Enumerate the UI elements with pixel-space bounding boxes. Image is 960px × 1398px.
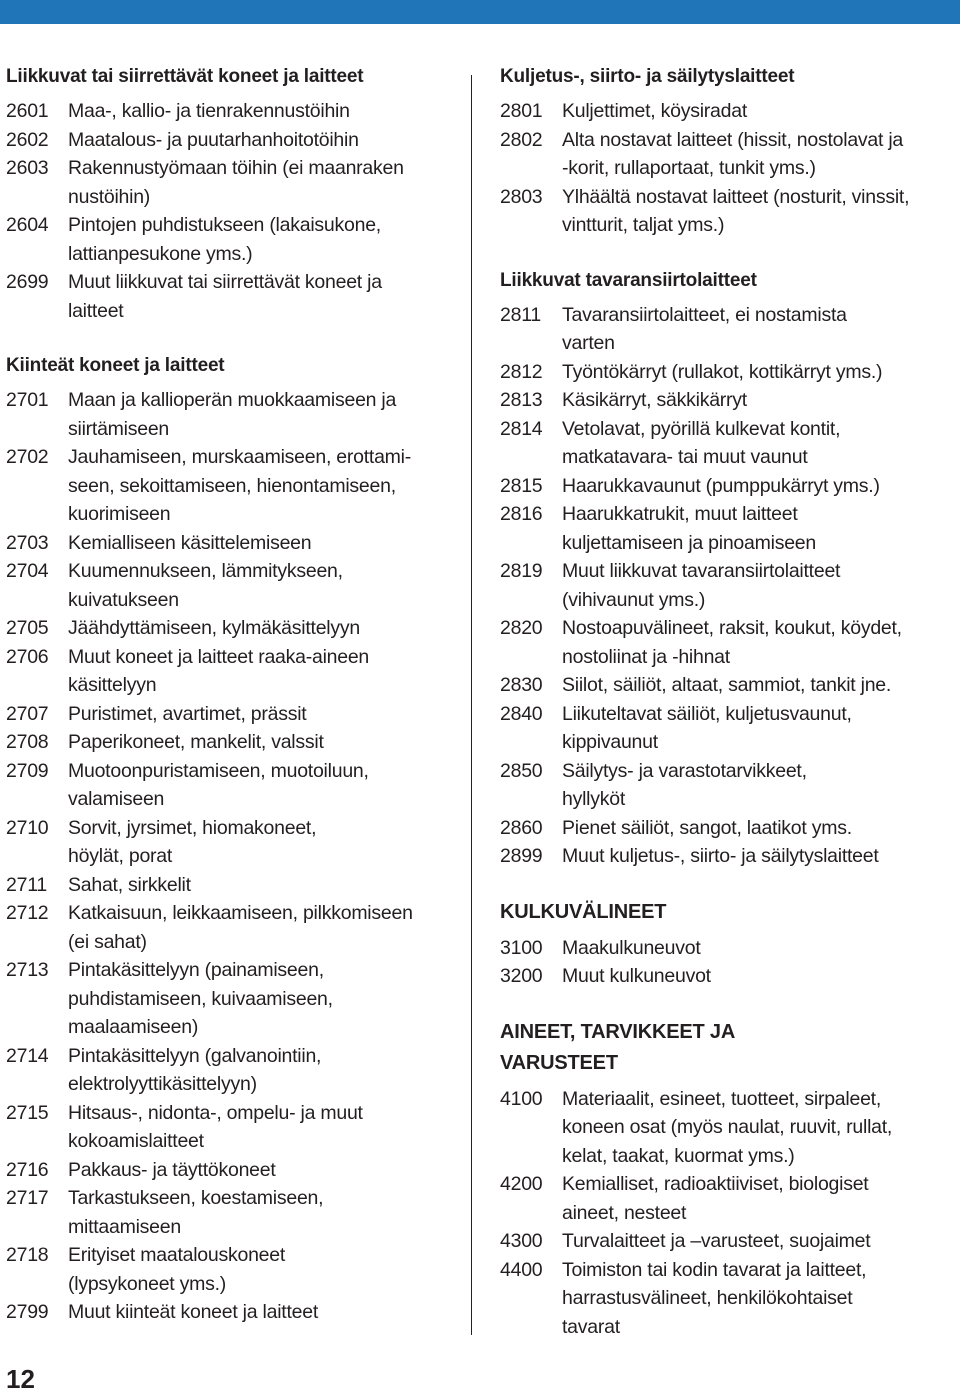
code-row-2601 (6, 97, 456, 126)
section-gap (6, 325, 456, 351)
code-number: 2708 (6, 731, 49, 753)
code-description: Maatalous- ja puutarhanhoitotöihin (68, 128, 359, 151)
code-row-2815 (500, 472, 952, 501)
code-number: 4300 (500, 1230, 543, 1252)
code-row-2702 (6, 443, 456, 529)
code-description: Pintakäsittelyyn (painamiseen, puhdistamiseen, kuivaamiseen, maalaamiseen) (68, 959, 333, 1038)
code-number: 2860 (500, 816, 543, 839)
left-column (6, 62, 456, 1327)
code-number: 2801 (500, 100, 543, 122)
code-row-2813 (500, 386, 952, 415)
code-number: 2718 (6, 1244, 49, 1266)
code-number: 2707 (6, 702, 49, 725)
code-row-2840 (500, 700, 952, 757)
code-row-4300 (500, 1227, 952, 1256)
code-number: 2713 (6, 959, 49, 981)
section-heading: Kiinteät koneet ja laitteet (6, 355, 225, 376)
code-description: Muotoonpuristamiseen, muotoiluun, valamiseen (68, 759, 369, 810)
code-description: Sahat, sirkkelit (68, 873, 191, 896)
section-liikkuvat-tai-siirrettävät-koneet-ja-lai (6, 62, 456, 325)
code-description: Materiaalit, esineet, tuotteet, sirpaleet, koneen osat (myös naulat, ruuvit, rullat, kelat, taakat, kuormat yms.) (562, 1087, 893, 1167)
code-description: Pakkaus- ja täyttökoneet (68, 1158, 276, 1181)
code-description: Maan ja kallioperän muokkaamiseen ja siirtämiseen (68, 389, 397, 440)
code-number: 2712 (6, 902, 49, 924)
code-number: 2899 (500, 845, 543, 867)
code-row-2812 (500, 358, 952, 387)
section-gap (500, 871, 952, 897)
code-number: 3200 (500, 965, 543, 987)
code-description: Hitsaus-, nidonta-, ompelu- ja muut kokoamislaitteet (68, 1101, 363, 1152)
code-row-2709 (6, 757, 456, 814)
code-number: 2711 (6, 873, 47, 896)
code-row-2899 (500, 842, 952, 871)
code-row-2718 (6, 1241, 456, 1298)
code-row-3100 (500, 934, 952, 963)
section-heading: KULKUVÄLINEET (500, 900, 667, 923)
code-description: Haarukkatrukit, muut laitteet kuljettamiseen ja pinoamiseen (562, 503, 816, 554)
code-row-2830 (500, 671, 952, 700)
code-row-4100 (500, 1085, 952, 1171)
code-number: 2819 (500, 560, 543, 582)
code-number: 2604 (6, 214, 49, 236)
code-description: Paperikoneet, mankelit, valssit (68, 731, 324, 753)
code-row-2860 (500, 814, 952, 843)
code-number: 2709 (6, 759, 49, 782)
code-row-4200 (500, 1170, 952, 1227)
page-number: 12 (6, 1364, 35, 1394)
code-row-2713 (6, 956, 456, 1042)
code-description: Tarkastukseen, koestamiseen, mittaamiseen (68, 1187, 324, 1238)
code-row-4400 (500, 1256, 952, 1342)
code-description: Katkaisuun, leikkaamiseen, pilkkomiseen (ei sahat) (68, 902, 413, 953)
code-row-2602 (6, 126, 456, 155)
code-description: Muut liikkuvat tavaransiirtolaitteet (vihivaunut yms.) (562, 560, 841, 611)
code-description: Maa-, kallio- ja tienrakennustöihin (68, 100, 350, 122)
code-row-2707 (6, 700, 456, 729)
code-row-2819 (500, 557, 952, 614)
code-row-2715 (6, 1099, 456, 1156)
code-description: Toimiston tai kodin tavarat ja laitteet, harrastusvälineet, henkilökohtaiset tavarat (562, 1258, 867, 1338)
code-number: 2812 (500, 360, 543, 383)
code-description: Muut kuljetus-, siirto- ja säilytyslaitteet (562, 845, 879, 867)
code-number: 2813 (500, 389, 543, 411)
code-description: Erityiset maatalouskoneet (lypsykoneet yms.) (68, 1244, 286, 1295)
code-row-2816 (500, 500, 952, 557)
code-row-2708 (6, 728, 456, 757)
code-row-2711 (6, 871, 456, 900)
section-heading: AINEET, TARVIKKEET JA VARUSTEET (500, 1020, 736, 1074)
code-row-2814 (500, 415, 952, 472)
code-description: Käsikärryt, säkkikärryt (562, 389, 747, 411)
code-number: 2802 (500, 128, 543, 151)
code-row-2714 (6, 1042, 456, 1099)
code-description: Pintojen puhdistukseen (lakaisukone, lattianpesukone yms.) (68, 214, 381, 265)
top-color-band (0, 0, 960, 24)
code-description: Vetolavat, pyörillä kulkevat kontit, matkatavara- tai muut vaunut (562, 417, 841, 468)
code-row-2801 (500, 97, 952, 126)
code-description: Muut kiinteät koneet ja laitteet (68, 1301, 318, 1323)
code-description: Muut liikkuvat tai siirrettävät koneet ja laitteet (68, 271, 382, 322)
code-row-2811 (500, 301, 952, 358)
code-row-3200 (500, 962, 952, 991)
code-description: Säilytys- ja varastotarvikkeet, hyllyköt (562, 759, 807, 810)
code-number: 2815 (500, 474, 543, 497)
code-number: 2816 (500, 503, 543, 525)
code-number: 2706 (6, 645, 49, 668)
code-row-2704 (6, 557, 456, 614)
code-number: 4400 (500, 1258, 543, 1281)
code-row-2716 (6, 1156, 456, 1185)
code-number: 2814 (500, 417, 543, 440)
code-description: Kemialliseen käsittelemiseen (68, 531, 312, 554)
section-heading: Liikkuvat tai siirrettävät koneet ja laitteet (6, 66, 364, 87)
code-number: 4200 (500, 1173, 543, 1195)
code-number: 2714 (6, 1044, 49, 1067)
code-row-2820 (500, 614, 952, 671)
section-aineet-tarvikkeet-ja-varusteet (500, 1017, 952, 1342)
code-row-2802 (500, 126, 952, 183)
section-gap (500, 991, 952, 1017)
code-row-2803 (500, 183, 952, 240)
code-description: Pienet säiliöt, sangot, laatikot yms. (562, 816, 852, 839)
code-number: 2716 (6, 1158, 49, 1181)
code-number: 2602 (6, 128, 49, 151)
code-number: 2717 (6, 1187, 49, 1209)
section-heading: Liikkuvat tavaransiirtolaitteet (500, 269, 757, 291)
section-kiinteät-koneet-ja-laitteet (6, 351, 456, 1327)
code-description: Rakennustyömaan töihin (ei maanraken nustöihin) (68, 157, 404, 208)
code-description: Pintakäsittelyyn (galvanointiin, elektrolyyttikäsittelyyn) (68, 1044, 322, 1095)
code-row-2705 (6, 614, 456, 643)
code-row-2703 (6, 529, 456, 558)
code-row-2712 (6, 899, 456, 956)
code-row-2699 (6, 268, 456, 325)
code-row-2604 (6, 211, 456, 268)
code-number: 2703 (6, 531, 49, 554)
section-heading: Kuljetus-, siirto- ja säilytyslaitteet (500, 66, 795, 87)
column-divider (471, 75, 472, 1335)
code-description: Alta nostavat laitteet (hissit, nostolavat ja -korit, rullaportaat, tunkit yms.) (562, 128, 904, 179)
code-description: Kuumennukseen, lämmitykseen, kuivatukseen (68, 560, 343, 611)
code-row-2799 (6, 1298, 456, 1327)
code-number: 2601 (6, 100, 49, 122)
code-description: Jäähdyttämiseen, kylmäkäsittelyyn (68, 617, 360, 639)
code-description: Liikuteltavat säiliöt, kuljetusvaunut, kippivaunut (562, 702, 852, 753)
code-number: 2799 (6, 1301, 49, 1323)
section-gap (500, 240, 952, 266)
code-description: Kuljettimet, köysiradat (562, 100, 747, 122)
section-kuljetus-siirto-ja-säilytyslaitteet (500, 62, 952, 240)
code-number: 2850 (500, 759, 543, 782)
code-number: 3100 (500, 936, 543, 959)
code-description: Muut kulkuneuvot (562, 965, 711, 987)
code-number: 2701 (6, 389, 49, 411)
code-row-2701 (6, 386, 456, 443)
section-liikkuvat-tavaransiirtolaitteet (500, 266, 952, 871)
code-description: Nostoapuvälineet, raksit, koukut, köydet, nostoliinat ja -hihnat (562, 617, 902, 668)
code-description: Puristimet, avartimet, prässit (68, 702, 307, 725)
code-description: Tavaransiirtolaitteet, ei nostamista varten (562, 303, 847, 354)
code-row-2850 (500, 757, 952, 814)
code-description: Kemialliset, radioaktiiviset, biologiset aineet, nesteet (562, 1173, 869, 1224)
code-number: 2811 (500, 303, 541, 326)
code-number: 2803 (500, 185, 543, 208)
code-row-2710 (6, 814, 456, 871)
code-number: 2705 (6, 617, 49, 639)
code-description: Työntökärryt (rullakot, kottikärryt yms.) (562, 360, 883, 383)
code-number: 2704 (6, 560, 49, 582)
code-number: 2710 (6, 816, 49, 839)
code-description: Maakulkuneuvot (562, 936, 701, 959)
code-description: Haarukkavaunut (pumppukärryt yms.) (562, 474, 880, 497)
code-row-2717 (6, 1184, 456, 1241)
code-description: Jauhamiseen, murskaamiseen, erottami- seen, sekoittamiseen, hienontamiseen, kuorimiseen (68, 446, 411, 525)
code-number: 2840 (500, 702, 543, 725)
code-number: 2699 (6, 271, 49, 293)
code-number: 4100 (500, 1087, 543, 1110)
code-number: 2830 (500, 674, 543, 696)
code-description: Turvalaitteet ja –varusteet, suojaimet (562, 1230, 871, 1252)
code-row-2706 (6, 643, 456, 700)
code-number: 2702 (6, 446, 49, 468)
code-number: 2715 (6, 1101, 49, 1124)
right-column (500, 62, 952, 1341)
code-number: 2603 (6, 157, 49, 179)
code-description: Muut koneet ja laitteet raaka-aineen käsittelyyn (68, 645, 370, 696)
code-description: Sorvit, jyrsimet, hiomakoneet, höylät, porat (68, 816, 317, 867)
code-row-2603 (6, 154, 456, 211)
code-number: 2820 (500, 617, 543, 639)
code-description: Ylhäältä nostavat laitteet (nosturit, vinssit, vintturit, taljat yms.) (562, 185, 910, 236)
code-description: Siilot, säiliöt, altaat, sammiot, tankit jne. (562, 674, 892, 696)
section-kulkuvälineet (500, 897, 952, 991)
